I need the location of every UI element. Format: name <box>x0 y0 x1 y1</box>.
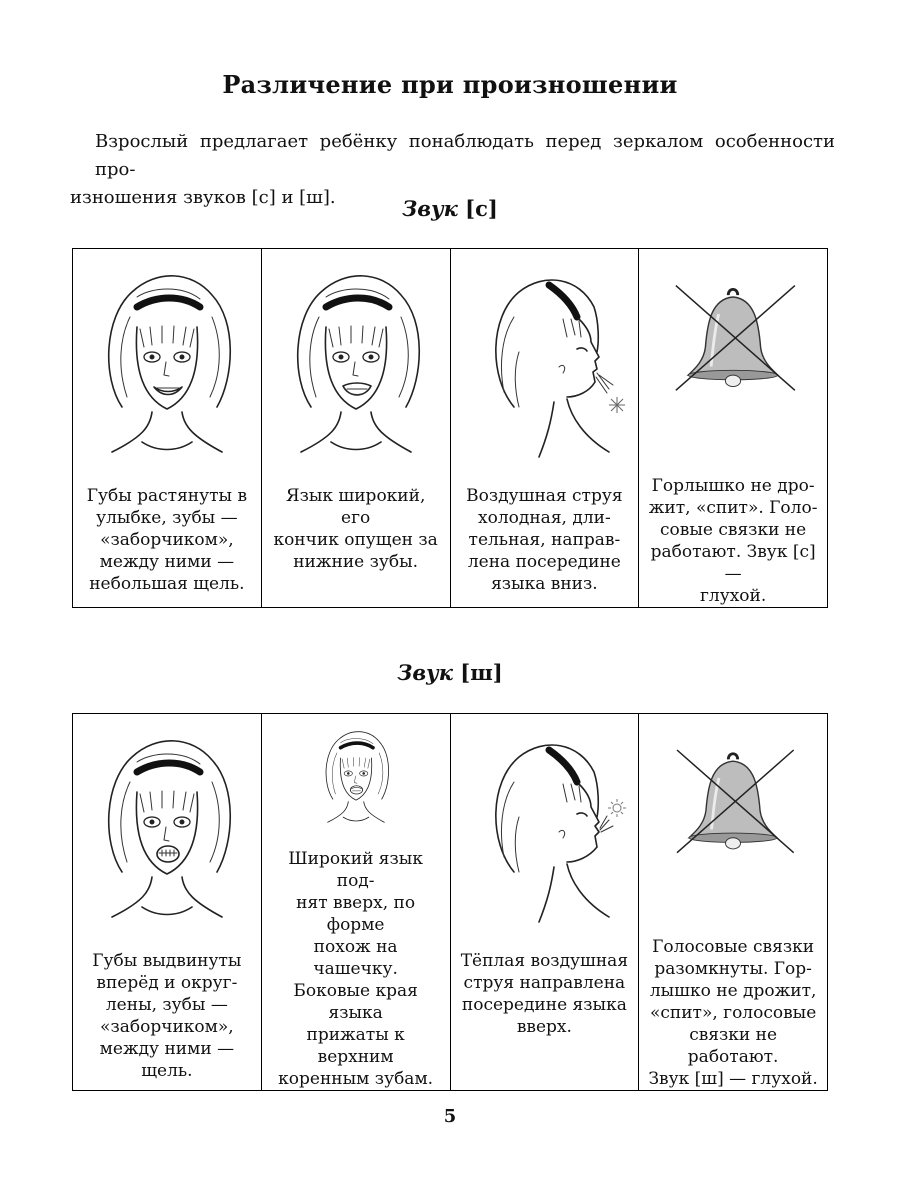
section-heading-s <box>0 196 900 221</box>
cell-caption: Губы выдвинуты вперёд и округ- лены, зубы — «заборчиком», между ними — щель. <box>92 951 242 1081</box>
page-number: 5 <box>443 1106 457 1127</box>
table-cell <box>262 714 451 1090</box>
table-cell <box>639 714 827 1090</box>
cell-caption: Широкий язык под- нят вверх, по форме похож на чашечку. Боковые края языка прижаты к верхним коренным зубам. <box>278 849 434 1089</box>
girl-profile-warm-air-illustration <box>459 722 629 932</box>
girl-profile-cold-air-illustration <box>459 257 629 467</box>
heading-word: Звук <box>397 660 453 685</box>
cell-caption: Язык широкий, его кончик опущен за нижние зубы. <box>273 486 438 572</box>
girl-front-tongue-down-illustration <box>271 257 441 467</box>
articulation-table-s <box>72 248 828 608</box>
girl-front-rounded-lips-illustration <box>82 722 252 932</box>
intro-line-1: Взрослый предлагает ребёнку понаблюдать перед зеркалом особенности про- <box>95 131 835 180</box>
cell-caption: Тёплая воздушная струя направлена посередине языка вверх. <box>460 951 629 1037</box>
articulation-table-sh <box>72 713 828 1091</box>
table-cell <box>639 249 827 607</box>
sun-icon <box>608 799 626 817</box>
bell-icon <box>688 289 778 386</box>
crossed-bell-illustration <box>648 257 818 457</box>
table-cell <box>262 249 451 607</box>
heading-word: Звук <box>402 196 458 221</box>
table-cell <box>451 249 640 607</box>
table-cell <box>73 714 262 1090</box>
girl-front-smile-illustration <box>82 257 252 467</box>
page-title: Различение при произношении <box>222 70 678 99</box>
table-cell <box>73 249 262 607</box>
bell-icon <box>689 754 777 849</box>
cell-caption: Губы растянуты в улыбке, зубы — «заборчиком», между ними — небольшая щель. <box>86 486 248 594</box>
heading-sound: [с] <box>465 196 498 221</box>
cell-caption: Горлышко не дро- жит, «спит». Голо- совые связки не работают. Звук [с] — глухой. <box>648 476 818 606</box>
cell-caption: Воздушная струя холодная, дли- тельная, направ- лена посередине языка вниз. <box>466 486 623 594</box>
section-heading-sh <box>0 660 900 685</box>
cell-caption: Голосовые связки разомкнуты. Гор- лышко не дрожит, «спит», голосовые связки не работают. Звук [ш] — глухой. <box>648 937 818 1089</box>
intro-line-2: изношения звуков [с] и [ш]. <box>70 187 336 208</box>
crossed-bell-illustration <box>648 722 818 918</box>
heading-sound: [ш] <box>460 660 503 685</box>
table-cell <box>451 714 640 1090</box>
snowflake-icon <box>609 397 625 413</box>
girl-front-tongue-up-illustration <box>271 722 441 830</box>
